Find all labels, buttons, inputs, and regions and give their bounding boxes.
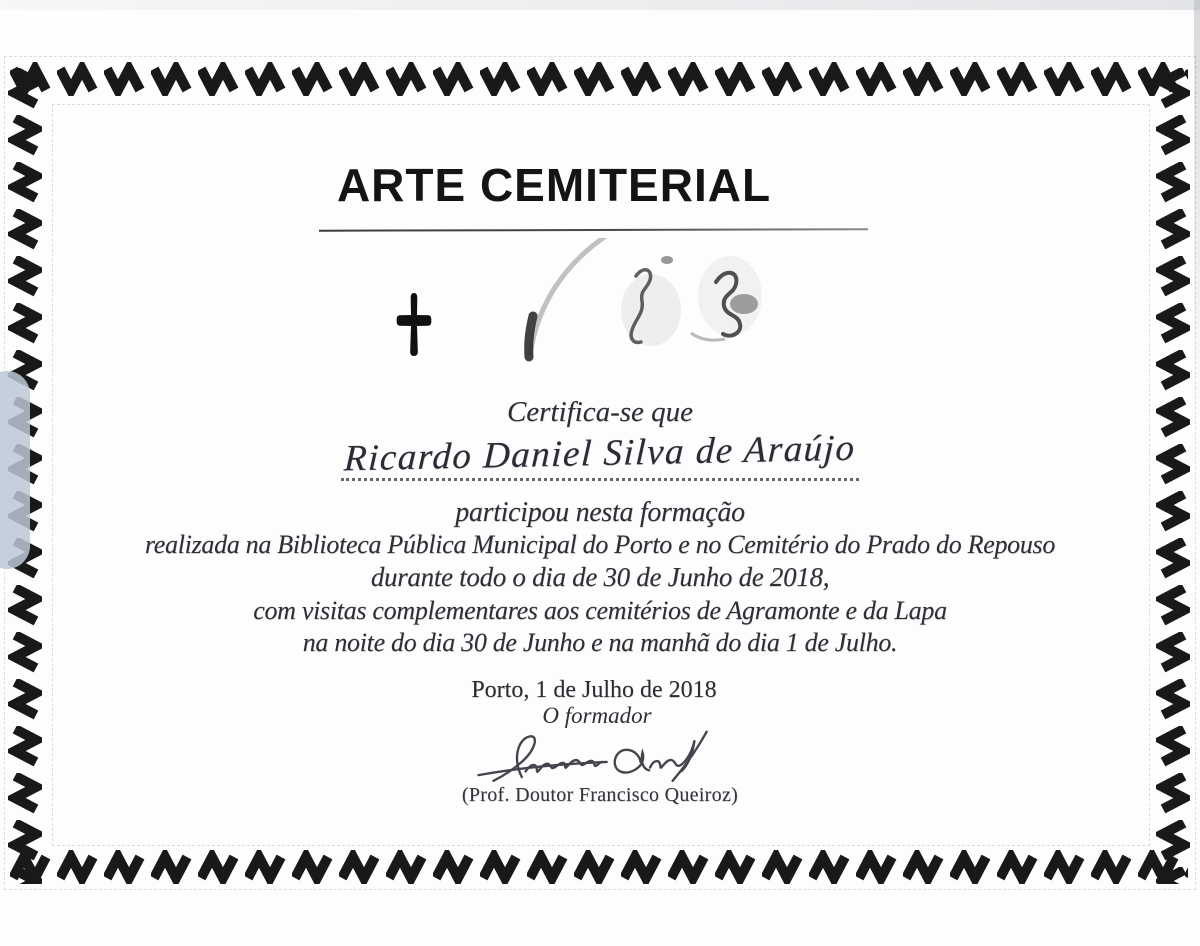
title-underline xyxy=(319,228,868,231)
name-dotted-line xyxy=(341,428,859,481)
body-line: realizada na Biblioteca Pública Municipal do Porto e no Cemitério do Prado do Repouso xyxy=(144,530,1056,559)
certificate-title: ARTE CEMITERIAL xyxy=(336,159,772,211)
zigzag-border-right xyxy=(1156,68,1190,884)
zigzag-border-bottom xyxy=(10,850,1188,884)
latin-cross-icon xyxy=(394,292,434,358)
signer-caption: (Prof. Doutor Francisco Queiroz) xyxy=(461,784,739,806)
scan-artifact-right-edge xyxy=(1194,0,1200,420)
certify-label: Certifica-se que xyxy=(506,396,694,428)
body-line: durante todo o dia de 30 de Junho de 2018, xyxy=(370,562,830,592)
participant-name-handwritten: Ricardo Daniel Silva de Araújo xyxy=(343,427,857,480)
signer-role: O formador xyxy=(542,703,652,728)
scan-artifact-top-band xyxy=(0,0,1200,10)
left-edge-scroll-indicator[interactable] xyxy=(0,371,30,569)
zigzag-border-top xyxy=(10,62,1188,96)
place-date: Porto, 1 de Julho de 2018 xyxy=(471,677,717,703)
body-line: na noite do dia 30 de Junho e na manhã do dia 1 de Julho. xyxy=(302,628,898,657)
faded-sculpture-photo xyxy=(516,238,778,366)
body-line: participou nesta formação xyxy=(455,497,745,528)
body-line: com visitas complementares aos cemitérios de Agramonte e da Lapa xyxy=(253,596,947,625)
